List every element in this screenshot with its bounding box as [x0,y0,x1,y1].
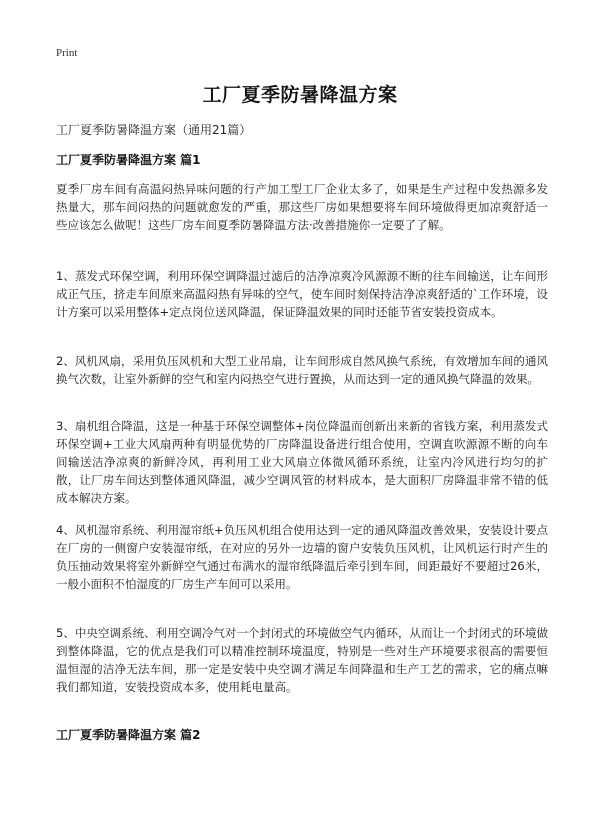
paragraph-method-2: 2、风机风扇，采用负压风机和大型工业吊扇，让车间形成自然风换气系统，有效增加车间的通风换气次数，让室外新鲜的空气和室内闷热空气进行置换，从而达到一定的通风换气降温的效果。 [56,354,548,386]
paragraph-method-5: 5、中央空调系统、利用空调冷气对一个封闭式的环境做空气内循环，从而让一个封闭式的环境做到整体降温，它的优点是我们可以精准控制环境温度，特别是一些对生产环境要求很高的需要恒温恒湿的洁净无法车间，那一定是安装中央空调才满足车间降温和生产工艺的需求，它的痛点嘛我们都知道，安装投资成本多，使用耗电量高。 [56,626,548,694]
page-title: 工厂夏季防暑降温方案 [202,84,398,106]
document-subtitle: 工厂夏季防暑降温方案（通用21篇） [56,123,252,137]
section-heading-2: 工厂夏季防暑降温方案 篇2 [56,728,201,742]
section-heading-1: 工厂夏季防暑降温方案 篇1 [56,153,201,167]
paragraph-method-3: 3、扇机组合降温，这是一种基于环保空调整体+岗位降温而创新出来新的省钱方案，利用蒸发式环保空调+工业大风扇两种有明显优势的厂房降温设备进行组合使用，空调直吹源源不断的向车间输送洁净凉爽的新鲜冷风，再利用工业大风扇立体微风循环系统，让室内冷风进行均匀的扩散，让厂房车间达到整体通风降温，减少空调风管的材料成本，是大面积厂房降温非常不错的低成本解决方案。 [56,419,548,505]
paragraph-method-1: 1、蒸发式环保空调，利用环保空调降温过滤后的洁净凉爽冷风源源不断的往车间输送，让车间形成正气压，挤走车间原来高温闷热有异味的空气，使车间时刻保持洁净凉爽舒适的`工作环境，设计方案可以采用整体+定点岗位送风降温，保证降温效果的同时还能节省安装投资成本。 [56,269,548,319]
paragraph-method-4: 4、风机湿帘系统、利用湿帘纸+负压风机组合使用达到一定的通风降温改善效果，安装设计要点在厂房的一侧窗户安装湿帘纸，在对应的另外一边墙的窗户安装负压风机，让风机运行时产生的负压抽动效果将室外新鲜空气通过布满水的湿帘纸降温后牵引到车间，间距最好不要超过26米，一般小面积不怕湿度的厂房生产车间可以采用。 [56,523,548,591]
print-link[interactable]: Print [56,47,78,59]
paragraph-intro: 夏季厂房车间有高温闷热异味问题的行产加工型工厂企业太多了，如果是生产过程中发热源多发热量大，那车间闷热的问题就愈发的严重，那这些厂房如果想要将车间环境做得更加凉爽舒适一些应该怎么做呢！这些厂房车间夏季防暑降温方法·改善措施你一定要了了解。 [56,182,548,232]
